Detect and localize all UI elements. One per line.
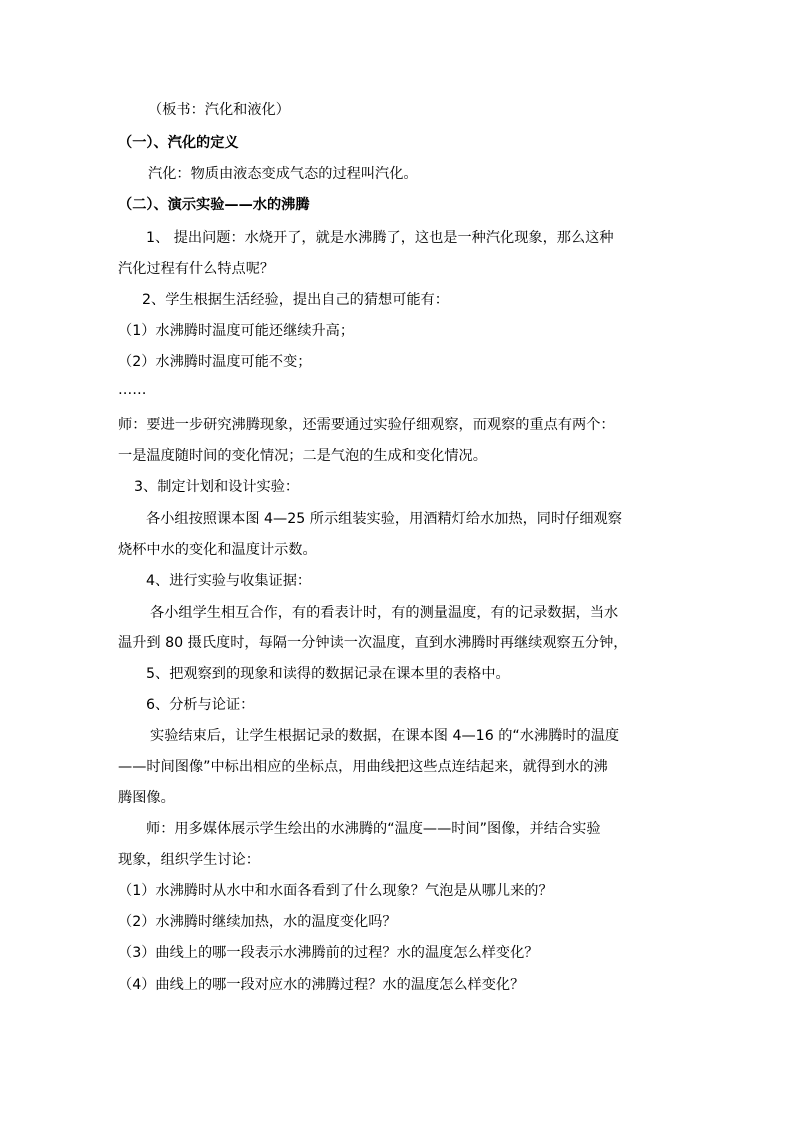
- step5-record: 5、把观察到的现象和读得的数据记录在课本里的表格中。: [146, 666, 510, 682]
- step3-body-line1: 各小组按照课本图 4—25 所示组装实验，用酒精灯给水加热，同时仔细观察: [146, 511, 622, 527]
- step6-body-line1: 实验结束后，让学生根据记录的数据，在课本图 4—16 的“水沸腾时的温度: [150, 728, 620, 744]
- discussion-question-1: （1）水沸腾时从水中和水面各看到了什么现象？气泡是从哪儿来的？: [118, 883, 553, 899]
- teacher-note-1-line1: 师：要进一步研究沸腾现象，还需要通过实验仔细观察，而观察的重点有两个：: [118, 417, 615, 433]
- board-note: （板书：汽化和液化）: [148, 102, 290, 118]
- guess-item-1: （1）水沸腾时温度可能还继续升高；: [118, 323, 355, 339]
- step2-hypothesis: 2、学生根据生活经验，提出自己的猜想可能有：: [142, 292, 449, 308]
- step4-body-line2: 温升到 80 摄氏度时，每隔一分钟读一次温度，直到水沸腾时再继续观察五分钟，: [118, 635, 628, 651]
- teacher-note-1-line2: 一是温度随时间的变化情况；二是气泡的生成和变化情况。: [118, 448, 487, 464]
- step1-question-line1: 1、 提出问题：水烧开了，就是水沸腾了，这也是一种汽化现象，那么这种: [146, 230, 614, 246]
- ellipsis: ……: [118, 382, 147, 398]
- step6-body-line2: ——时间图像”中标出相应的坐标点，用曲线把这些点连结起来，就得到水的沸: [118, 759, 608, 775]
- discussion-question-2: （2）水沸腾时继续加热，水的温度变化吗？: [118, 914, 397, 930]
- teacher-note-2-line1: 师：用多媒体展示学生绘出的水沸腾的“温度——时间”图像，并结合实验: [146, 821, 601, 837]
- discussion-question-3: （3）曲线上的哪一段表示水沸腾前的过程？水的温度怎么样变化？: [118, 945, 539, 961]
- step6-body-line3: 腾图像。: [118, 790, 175, 806]
- guess-item-2: （2）水沸腾时温度可能不变；: [118, 354, 312, 370]
- step4-body-line1: 各小组学生相互合作，有的看表计时，有的测量温度，有的记录数据，当水: [150, 605, 619, 621]
- vaporization-definition: 汽化：物质由液态变成气态的过程叫汽化。: [148, 166, 418, 182]
- step3-body-line2: 烧杯中水的变化和温度计示数。: [118, 542, 317, 558]
- section-heading-boiling-experiment: （二）、演示实验——水的沸腾: [118, 197, 310, 213]
- step1-question-line2: 汽化过程有什么特点呢？: [118, 261, 275, 277]
- teacher-note-2-line2: 现象，组织学生讨论：: [118, 852, 260, 868]
- section-heading-vaporization-definition: （一）、汽化的定义: [118, 135, 239, 151]
- discussion-question-4: （4）曲线上的哪一段对应水的沸腾过程？水的温度怎么样变化？: [118, 977, 525, 993]
- step3-plan: 3、制定计划和设计实验：: [134, 479, 300, 495]
- step4-experiment: 4、进行实验与收集证据：: [146, 573, 312, 589]
- step6-analysis: 6、分析与论证：: [146, 697, 255, 713]
